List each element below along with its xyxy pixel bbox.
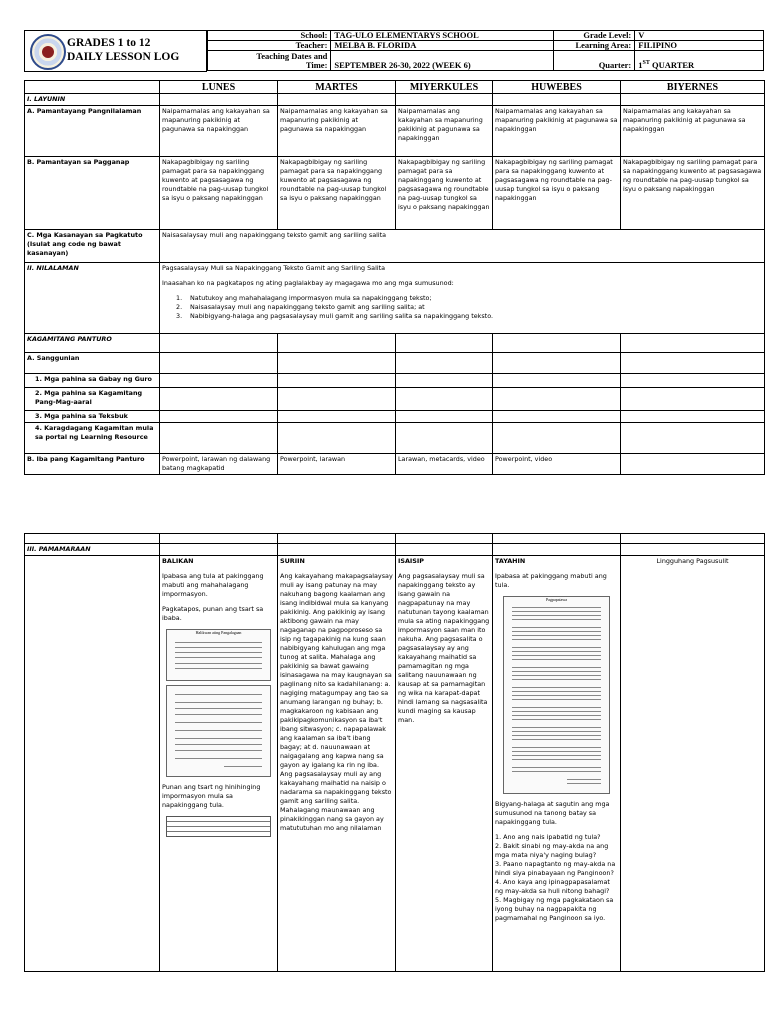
kagamitang-panturo-heading: KAGAMITANG PANTURO	[25, 334, 160, 353]
title-line-1: GRADES 1 to 12	[67, 37, 151, 49]
b-cell-biyernes: Nakapagbibigay ng sariling pamagat para sa napakinggang kuwento at pagsasagawa ng roundtable na pag-uusap tungkol sa isyu o paksang napakinggan	[621, 157, 765, 230]
header-info-table	[207, 30, 764, 71]
grade-label: Grade Level:	[553, 31, 634, 41]
nilalaman-content	[160, 263, 765, 334]
balikan-heading: BALIKAN	[162, 557, 194, 565]
pamantayan-sa-pagganap-label: B. Pamantayan sa Pagganap	[25, 157, 160, 230]
balikan-chart-instruction: Punan ang tsart ng hinihinging impormasyon mula sa napakinggang tula.	[162, 783, 261, 809]
teacher-label: Teacher:	[208, 41, 331, 51]
teacher-value: MELBA B. FLORIDA	[331, 41, 554, 51]
lesson-log-table-page2	[24, 533, 765, 972]
nilalaman-title: Pagsasalaysay Muli sa Napakinggang Teksto Gamit ang Sariling Salita	[162, 264, 386, 272]
nilalaman-item: 3. Nabibigyang-halaga ang pagsasalaysay muli gamit ang sariling salita sa napakinggang teksto.	[176, 312, 494, 320]
dates-label-line-1: Teaching Dates and	[256, 50, 328, 61]
poem-image-title: Halikwan ating Pangalagaan	[195, 630, 242, 635]
document-title	[67, 36, 179, 64]
quarter-label: Quarter:	[553, 51, 634, 71]
chart-image	[166, 816, 271, 837]
dates-value: SEPTEMBER 26-30, 2022 (WEEK 6)	[331, 51, 554, 71]
tayahin-question: 1. Ano ang nais ipabatid ng tula?	[495, 833, 601, 841]
balikan-instruction-2: Pagkatapos, punan ang tsart sa ibaba.	[162, 605, 264, 622]
b-cell-miyerkules: Nakapagbibigay ng sariling pamagat para sa napakinggang kuwento at pagsasagawa ng roundtable na pag-uusap tungkol sa isyu o paksang napakinggan	[396, 157, 493, 230]
dates-label-line-2: Time:	[305, 59, 328, 70]
a-cell-miyerkules: Naipamamalas ang kakayahan sa mapanuring pakikinig at pagunawa sa napakinggan	[396, 106, 493, 157]
lingguhang-pagsusulit-heading: Lingguhang Pagsusulit	[656, 557, 729, 565]
dates-label	[208, 51, 331, 71]
tayahin-heading: TAYAHIN	[495, 557, 526, 565]
school-value: TAG-ULO ELEMENTARYS SCHOOL	[331, 31, 554, 41]
kasanayan-value: Naisasalaysay muli ang napakinggang teksto gamit ang sariling salita	[160, 230, 765, 263]
nilalaman-item: 1. Natutukoy ang mahahalagang impormasyon mula sa napakinggang teksto;	[176, 294, 432, 302]
title-line-2: DAILY LESSON LOG	[67, 51, 180, 63]
day-header-martes: MARTES	[278, 81, 396, 94]
lesson-log-table-page1	[24, 80, 765, 475]
day-header-miyerkules: MIYERKULES	[396, 81, 493, 94]
balikan-instruction: Ipabasa ang tula at pakinggang mabuti ang mahahalagang impormasyon.	[162, 572, 264, 598]
a-cell-huwebes: Naipamamalas ang kakayahan sa mapanuring pakikinig at pagunawa sa napakinggan	[493, 106, 621, 157]
a-cell-lunes: Naipamamalas ang kakayahan sa mapanuring pakikinig at pagunawa sa napakinggan	[160, 106, 278, 157]
pamantayang-pangnilalaman-label: A. Pamantayang Pangnilalaman	[25, 106, 160, 157]
b-cell-martes: Nakapagbibigay ng sariling pamagat para sa napakinggang kuwento at pagsasagawa ng roundtable na pag-uusap tungkol sa isyu o paksang napakinggan	[278, 157, 396, 230]
area-label: Learning Area:	[553, 41, 634, 51]
sanggunian-label: A. Sanggunian	[25, 353, 160, 374]
deped-seal-icon	[30, 34, 66, 70]
tayahin-questions-intro: Bigyang-halaga at sagutin ang mga sumusunod na tanong batay sa napakinggang tula.	[495, 800, 610, 826]
quarter-value: 1ST QUARTER	[635, 51, 764, 71]
nilalaman-heading: II. NILALAMAN	[25, 263, 160, 334]
isaisip-heading: ISAISIP	[398, 557, 424, 565]
a-cell-biyernes: Naipamamalas ang kakayahan sa mapanuring pakikinig at pagunawa sa napakinggan	[621, 106, 765, 157]
day-header-lunes: LUNES	[160, 81, 278, 94]
tayahin-poem-image	[503, 596, 610, 794]
suriin-cell	[278, 556, 396, 972]
biyernes-cell	[621, 556, 765, 972]
layunin-heading: I. LAYUNIN	[25, 94, 160, 106]
poem-image	[166, 629, 271, 681]
tayahin-question: 5. Magbigay ng mga pagkakataon sa iyong buhay na nagpapakita ng pagmamahal ng Panginoon sa iyo.	[495, 896, 614, 922]
iba-cell-lunes: Powerpoint, larawan ng dalawang batang magkapatid	[160, 454, 278, 475]
isaisip-cell	[396, 556, 493, 972]
suriin-heading: SURIIN	[280, 557, 305, 565]
nilalaman-item: 2. Naisasalaysay muli ang napakinggang teksto gamit ang sariling salita; at	[176, 303, 425, 311]
tayahin-cell	[493, 556, 621, 972]
tayahin-question: 4. Ano kaya ang ipinagpapasalamat ng may-akda sa huli nitong bahagi?	[495, 878, 610, 895]
iba-cell-martes: Powerpoint, larawan	[278, 454, 396, 475]
nilalaman-list	[162, 294, 762, 321]
grade-value: V	[635, 31, 764, 41]
teksbuk-label: 3. Mga pahina sa Teksbuk	[25, 411, 160, 423]
area-value: FILIPINO	[635, 41, 764, 51]
school-label: School:	[208, 31, 331, 41]
b-cell-lunes: Nakapagbibigay ng sariling pamagat para sa napakinggang kuwento at pagsasagawa ng roundtable na pag-uusap tungkol sa isyu o paksang napakinggan	[160, 157, 278, 230]
b-cell-huwebes: Nakapagbibigay ng sariling pamagat para sa napakinggang kuwento at pagsasagawa ng roundtable na pag-uusap tungkol sa isyu o paksang napakinggan	[493, 157, 621, 230]
poem-image-2	[166, 685, 271, 777]
day-header-biyernes: BIYERNES	[621, 81, 765, 94]
header-title-box	[24, 30, 207, 72]
pamamaraan-blank-cell	[25, 556, 160, 972]
a-cell-martes: Naipamamalas ang kakayahan sa mapanuring pakikinig at pagunawa sa napakinggan	[278, 106, 396, 157]
nilalaman-intro: Inaasahan ko na pagkatapos ng ating paglalakbay ay magagawa mo ang mga sumusunod:	[162, 279, 454, 287]
balikan-cell	[160, 556, 278, 972]
isaisip-text: Ang pagsasalaysay muli sa napakinggang teksto ay isang gawain na nagpapatunay na may natutunan tayong kaalaman mula sa ating napakinggang impormasyon saan man ito nakuha. Ang pagsasalita o pagsasalaysay ay ang kakayahang maihatid sa pamamagitan ng mga salitang nauunawaan ng kausap at sa pamamagitan ng wika na karapat-dapat hindi lamang sa nagsasalita kundi maging sa kausap man.	[398, 572, 490, 724]
iba-pang-kagamitan-label: B. Iba pang Kagamitang Panturo	[25, 454, 160, 475]
iba-cell-biyernes	[621, 454, 765, 475]
tayahin-poem-title: Pagpapatawa	[545, 597, 568, 602]
gabay-ng-guro-label: 1. Mga pahina sa Gabay ng Guro	[25, 374, 160, 388]
corner-cell	[25, 81, 160, 94]
mga-kasanayan-label: C. Mga Kasanayan sa Pagkatuto (Isulat ang code ng bawat kasanayan)	[25, 230, 160, 263]
iba-cell-miyerkules: Larawan, metacards, video	[396, 454, 493, 475]
tayahin-question: 2. Bakit sinabi ng may-akda na ang mga mata niya'y naging bulag?	[495, 842, 609, 859]
tayahin-instruction: Ipabasa at pakinggang mabuti ang tula.	[495, 572, 607, 589]
learning-resource-label: 4. Karagdagang Kagamitan mula sa portal ng Learning Resource	[25, 423, 160, 454]
pamamaraan-heading: III. PAMAMARAAN	[25, 544, 160, 556]
iba-cell-huwebes: Powerpoint, video	[493, 454, 621, 475]
suriin-text: Ang kakayahang makapagsalaysay muli ay isang patunay na may nakuhang bagong kaalaman ang isang indibidwal mula sa kanyang pakikinig. Ang pakikinig ay isang aktibong gawain na may nagaganap na pagpoproseso sa isip ng tagapakinig na kung saan nabibigyang kahulugan ang mga tunog at salita. Mahalaga ang pakikinig sa bawat gawaing isinasagawa na may kaugnayan sa paglinang nito sa kadahilanang: a. nagiging matagumpay ang tao sa anumang larangan ng buhay; b. magkakaroon ng kabisaan ang pakikipagkomunikasyon sa iba't ibang sitwasyon; c. napapalawak ang kaalaman sa iba't ibang bagay; at d. nauunawaan at naigagalang ang kapwa nang sa gayon ay igalang ka rin ng iba. Ang pagsasalaysay muli ay ang kakayahang maihatid na naisip o nadarama sa napakinggang teksto gamit ang sariling salita. Mahalagang maunawaan ang pinakikinggan nang sa gayon ay matututuhan mo ang nilalaman	[280, 572, 393, 832]
lesson-log-header	[24, 30, 764, 72]
tayahin-question: 3. Paano napagtanto ng may-akda na hindi siya pinabayaan ng Panginoon?	[495, 860, 616, 877]
kagamitang-mag-aaral-label: 2. Mga pahina sa Kagamitang Pang-Mag-aaral	[25, 388, 160, 411]
day-header-huwebes: HUWEBES	[493, 81, 621, 94]
